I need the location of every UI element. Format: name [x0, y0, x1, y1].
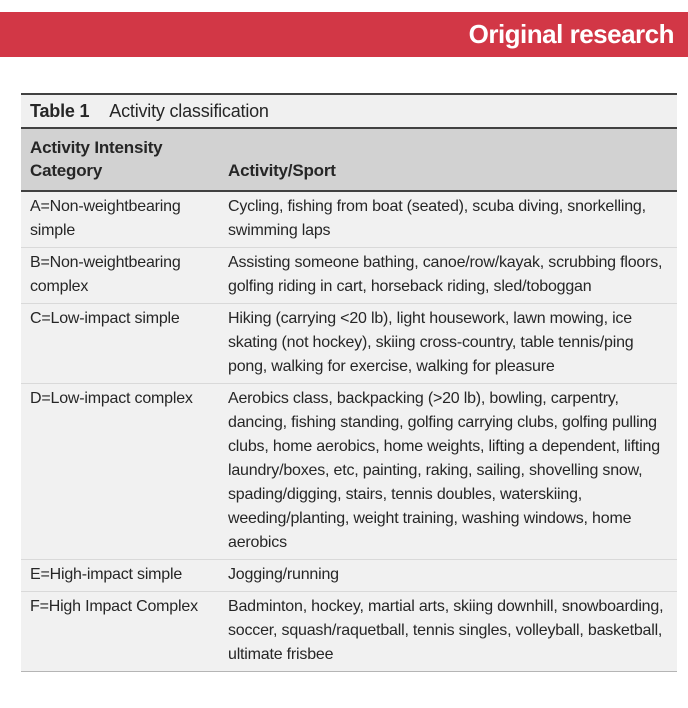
journal-banner: [0, 12, 688, 57]
activities-cell: Hiking (carrying <20 lb), light housework, lawn mowing, ice skating (not hockey), skiing cross-country, table tennis/ping pong, walking for exercise, walking for pleasure: [228, 310, 634, 375]
table-row: [21, 247, 677, 303]
table-body: [21, 192, 677, 671]
column-header-category: Activity Intensity Category: [30, 138, 163, 180]
table-header-row: [21, 129, 677, 190]
table-row: [21, 559, 677, 591]
activity-table: [21, 93, 677, 672]
category-cell: D=Low-impact complex: [30, 390, 193, 407]
category-cell: C=Low-impact simple: [30, 310, 180, 327]
table-label: Table 1: [30, 101, 90, 121]
table-caption: Activity classification: [109, 101, 269, 121]
table-title: [21, 95, 677, 127]
table-bottom-rule: [21, 671, 677, 672]
table-row: [21, 303, 677, 383]
activities-cell: Cycling, fishing from boat (seated), scuba diving, snorkelling, swimming laps: [228, 198, 646, 239]
table-row: [21, 591, 677, 671]
category-cell: A=Non-weightbearing simple: [30, 198, 181, 239]
category-cell: B=Non-weightbearing complex: [30, 254, 181, 295]
table-row: [21, 383, 677, 559]
table-row: [21, 192, 677, 247]
activities-cell: Assisting someone bathing, canoe/row/kayak, scrubbing floors, golfing riding in cart, horseback riding, sled/toboggan: [228, 254, 663, 295]
activities-cell: Badminton, hockey, martial arts, skiing downhill, snowboarding, soccer, squash/raquetball, tennis singles, volleyball, basketball, ultimate frisbee: [228, 598, 664, 663]
column-header-activity: Activity/Sport: [228, 161, 336, 180]
banner-label: Original research: [468, 19, 674, 49]
category-cell: F=High Impact Complex: [30, 598, 198, 615]
activities-cell: Aerobics class, backpacking (>20 lb), bowling, carpentry, dancing, fishing standing, golfing carrying clubs, golfing pulling clubs, home aerobics, home weights, lifting a dependent, lifting laundry/boxes, etc, painting, raking, sailing, shovelling snow, spading/digging, stairs, tennis doubles, waterskiing, weeding/planting, weight training, washing windows, home aerobics: [228, 390, 660, 551]
activities-cell: Jogging/running: [228, 566, 339, 583]
category-cell: E=High-impact simple: [30, 566, 183, 583]
